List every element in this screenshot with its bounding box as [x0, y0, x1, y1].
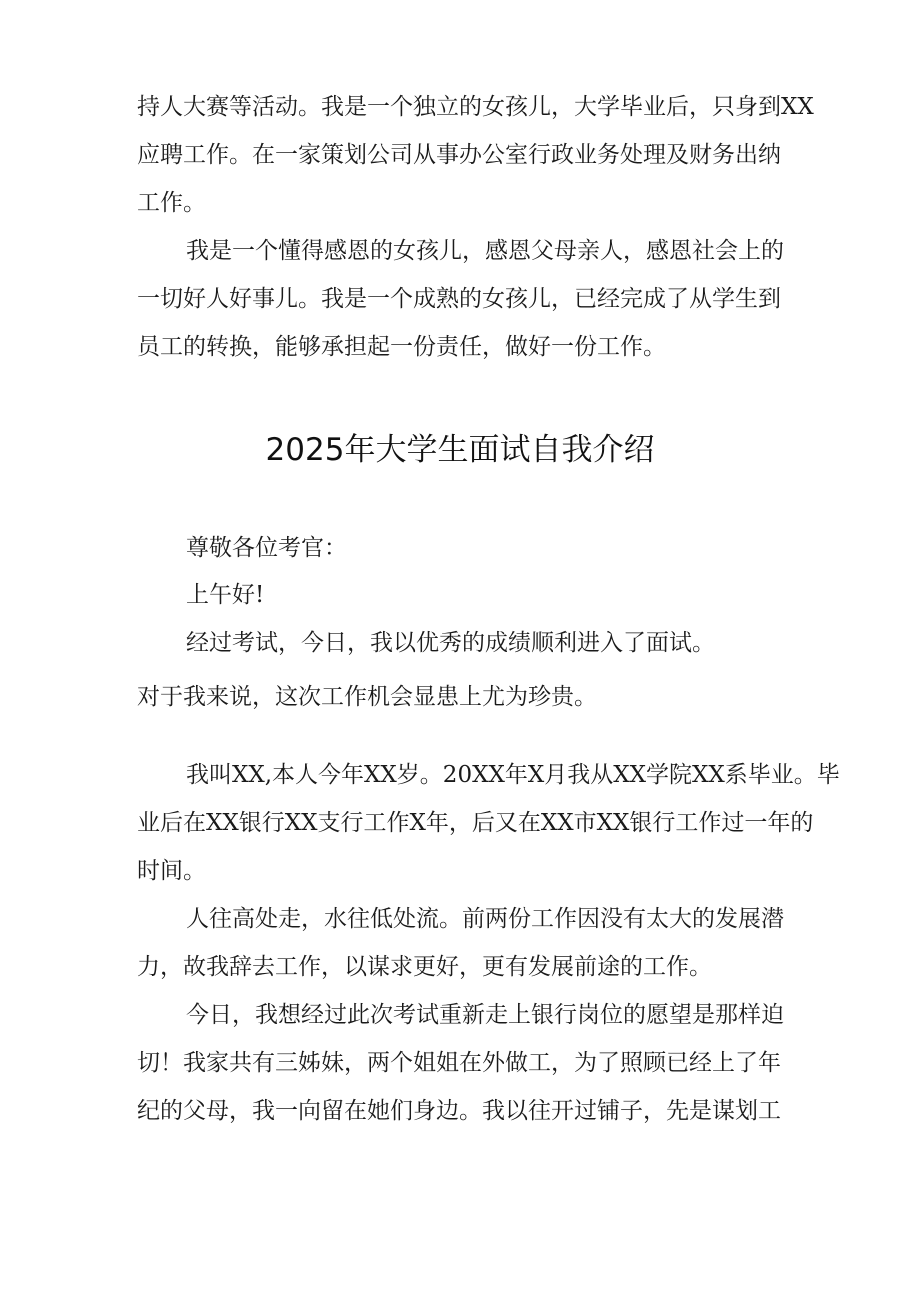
text-line: 对于我来说，这次工作机会显患上尤为珍贵。 — [137, 684, 597, 710]
salutation: 尊敬各位考官： — [186, 535, 347, 561]
text-line: 一切好人好事儿。我是一个成熟的女孩儿，已经完成了从学生到 — [137, 286, 781, 312]
text-line: 今日，我想经过此次考试重新走上银行岗位的愿望是那样迫 — [186, 1002, 784, 1028]
text-line: 人往高处走，水往低处流。前两份工作因没有太大的发展潜 — [186, 906, 784, 932]
greeting: 上午好! — [186, 582, 265, 608]
text-line: 力，故我辞去工作，以谋求更好，更有发展前途的工作。 — [137, 954, 712, 980]
text-line: 应聘工作。在一家策划公司从事办公室行政业务处理及财务出纳 — [137, 142, 781, 168]
text-line: 纪的父母，我一向留在她们身边。我以往开过铺子，先是谋划工 — [137, 1098, 781, 1124]
text-line: 切！我家共有三姊妹，两个姐姐在外做工，为了照顾已经上了年 — [137, 1050, 781, 1076]
text-line: 我叫XX,本人今年XX岁。20XX年X月我从XX学院XX系毕业。毕 — [186, 762, 840, 788]
text-line: 经过考试，今日，我以优秀的成绩顺利进入了面试。 — [186, 630, 715, 656]
text-line: 我是一个懂得感恩的女孩儿，感恩父母亲人，感恩社会上的 — [186, 238, 784, 264]
text-line: 时间。 — [137, 858, 206, 884]
text-line: 工作。 — [137, 190, 206, 216]
text-line: 员工的转换，能够承担起一份责任，做好一份工作。 — [137, 334, 666, 360]
text-line: 持人大赛等活动。我是一个独立的女孩儿，大学毕业后，只身到XX — [137, 94, 814, 120]
article-title: 2025年大学生面试自我介绍 — [265, 432, 655, 468]
text-line: 业后在XX银行XX支行工作X年，后又在XX市XX银行工作过一年的 — [137, 810, 814, 836]
